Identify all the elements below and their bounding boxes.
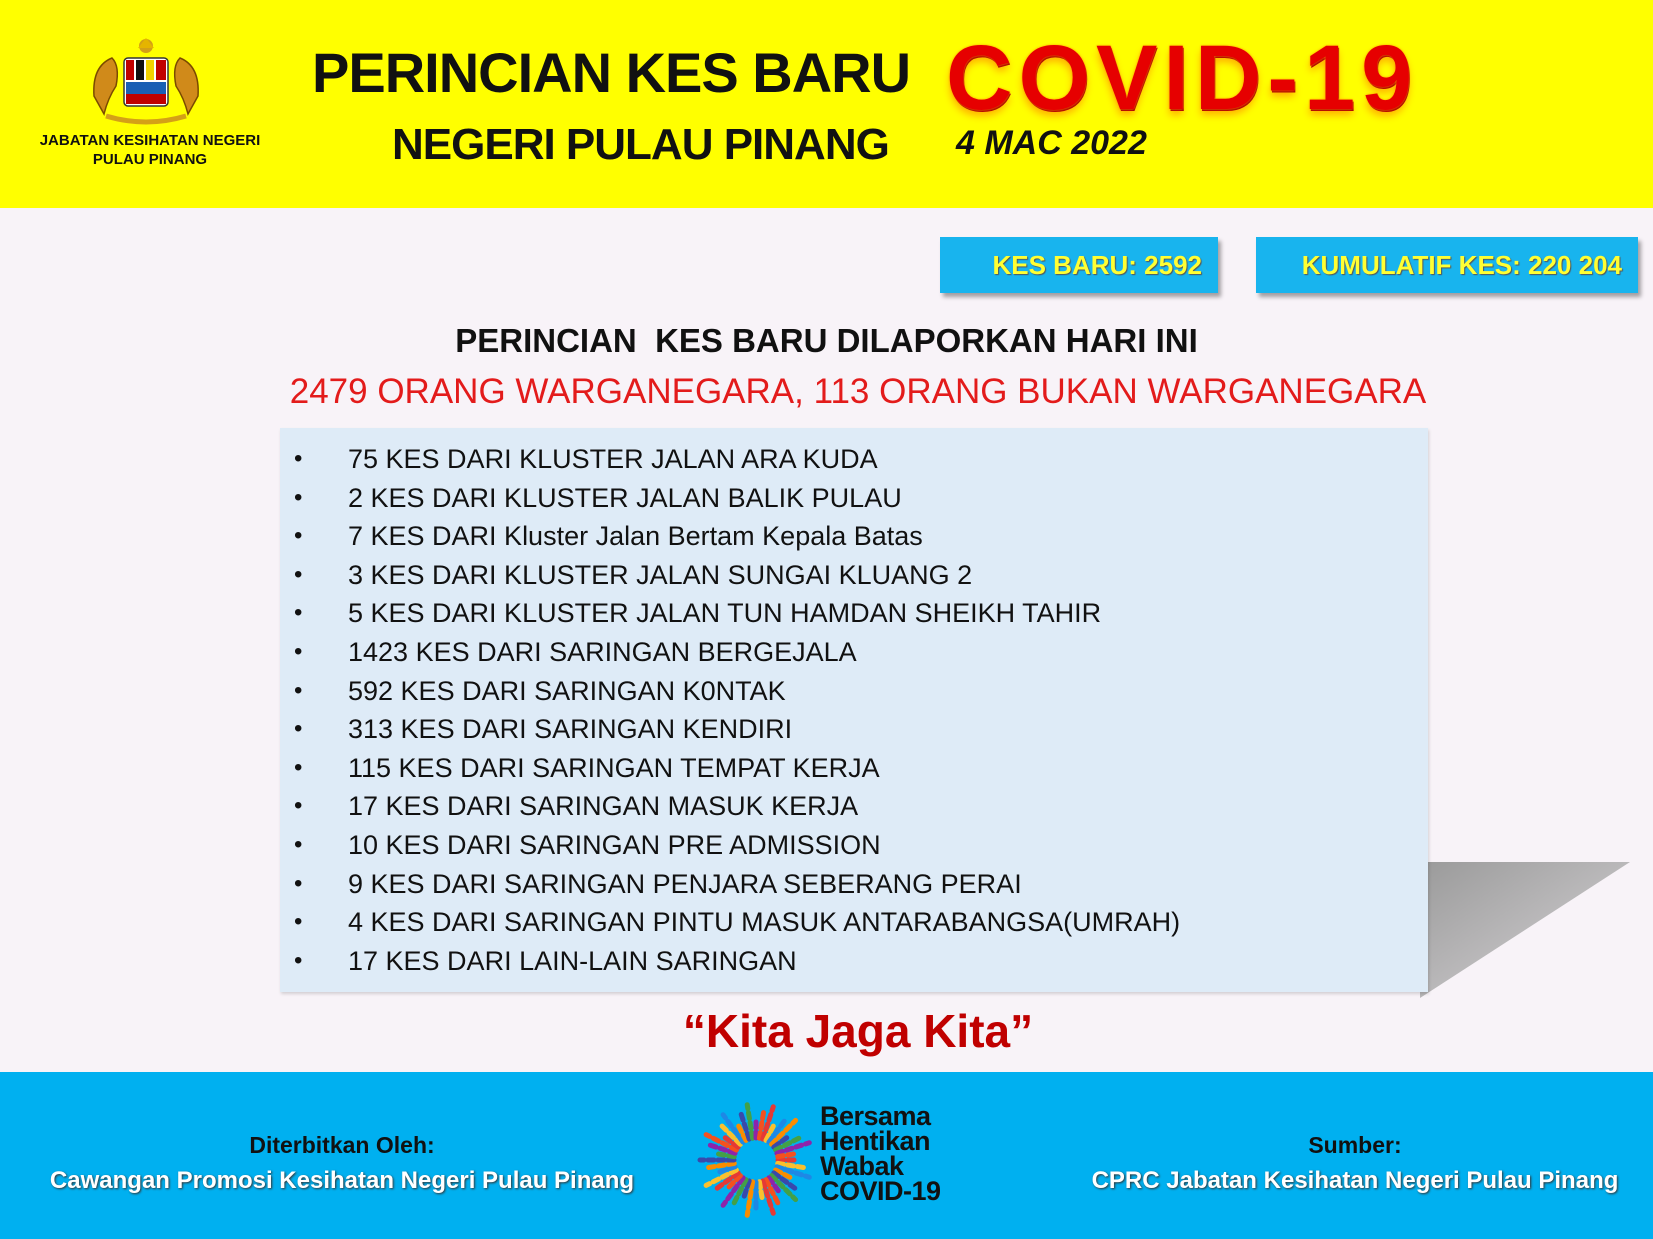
campaign-line-3: Wabak xyxy=(820,1151,904,1181)
list-item-text: 592 KES DARI SARINGAN K0NTAK xyxy=(348,675,786,706)
list-item xyxy=(280,633,1428,672)
list-item-text: 10 KES DARI SARINGAN PRE ADMISSION xyxy=(348,829,881,860)
list-item-text: 115 KES DARI SARINGAN TEMPAT KERJA xyxy=(348,752,880,783)
list-item xyxy=(280,942,1428,981)
covid-wordmark: COVID-19 xyxy=(946,27,1419,129)
campaign-text xyxy=(820,1101,941,1206)
title-line-1: PERINCIAN KES BARU xyxy=(312,41,911,104)
department-name xyxy=(20,131,280,169)
list-item-text: 4 KES DARI SARINGAN PINTU MASUK ANTARABANGSA(UMRAH) xyxy=(348,907,1181,938)
starburst-logo-icon xyxy=(694,1098,818,1222)
title-line-2: NEGERI PULAU PINANG xyxy=(392,120,889,169)
list-item-text: 17 KES DARI LAIN-LAIN SARINGAN xyxy=(348,945,797,976)
new-cases-badge: KES BARU: 2592 xyxy=(940,237,1218,293)
bullet-icon: • xyxy=(294,599,303,627)
source-label: Sumber: xyxy=(1308,1132,1402,1158)
list-item-text: 5 KES DARI KLUSTER JALAN TUN HAMDAN SHEIKH TAHIR xyxy=(348,598,1102,629)
report-date: 4 MAC 2022 xyxy=(956,124,1147,162)
list-item xyxy=(280,710,1428,749)
bullet-icon: • xyxy=(294,445,303,472)
bullet-icon: • xyxy=(294,946,303,974)
citizenship-breakdown: 2479 ORANG WARGANEGARA, 113 ORANG BUKAN WARGANEGARA xyxy=(289,372,1427,411)
list-item-text: 2 KES DARI KLUSTER JALAN BALIK PULAU xyxy=(348,482,902,513)
bullet-icon: • xyxy=(294,792,303,820)
list-item-text: 9 KES DARI SARINGAN PENJARA SEBERANG PERAI xyxy=(348,868,1022,899)
list-item xyxy=(280,826,1428,865)
source-value: CPRC Jabatan Kesihatan Negeri Pulau Pinang xyxy=(1091,1167,1619,1194)
bullet-icon: • xyxy=(294,830,303,858)
list-item-text: 313 KES DARI SARINGAN KENDIRI xyxy=(348,714,793,745)
list-item-text: 17 KES DARI SARINGAN MASUK KERJA xyxy=(348,791,859,822)
bullet-icon: • xyxy=(294,869,303,897)
list-item xyxy=(280,556,1428,595)
campaign-line-4: COVID-19 xyxy=(820,1176,941,1206)
list-item xyxy=(280,440,1428,479)
cumulative-cases-badge: KUMULATIF KES: 220 204 xyxy=(1256,237,1638,293)
list-item xyxy=(280,787,1428,826)
published-label: Diterbitkan Oleh: xyxy=(249,1132,435,1158)
campaign-line-2: Hentikan xyxy=(820,1126,931,1156)
coat-of-arms-icon xyxy=(86,36,206,126)
published-by: Cawangan Promosi Kesihatan Negeri Pulau Pinang xyxy=(49,1167,635,1194)
footer-banner xyxy=(0,1072,1653,1239)
bullet-icon: • xyxy=(294,715,303,743)
bullet-icon: • xyxy=(294,522,303,550)
department-line-1: JABATAN KESIHATAN NEGERI xyxy=(39,132,261,149)
list-item-text: 75 KES DARI KLUSTER JALAN ARA KUDA xyxy=(348,444,878,474)
details-heading: PERINCIAN KES BARU DILAPORKAN HARI INI xyxy=(455,322,1198,359)
case-details-panel xyxy=(280,428,1428,992)
slogan: “Kita Jaga Kita” xyxy=(682,1005,1034,1057)
department-line-2: PULAU PINANG xyxy=(92,151,208,168)
bullet-icon: • xyxy=(294,560,303,588)
header-banner xyxy=(0,0,1653,208)
panel-shadow xyxy=(1420,858,1630,998)
list-item xyxy=(280,672,1428,711)
list-item xyxy=(280,865,1428,904)
bullet-icon: • xyxy=(294,753,303,781)
list-item xyxy=(280,749,1428,788)
list-item xyxy=(280,517,1428,556)
bullet-icon: • xyxy=(294,483,303,511)
bullet-icon: • xyxy=(294,676,303,704)
list-item-text: 1423 KES DARI SARINGAN BERGEJALA xyxy=(348,636,857,667)
list-item xyxy=(280,594,1428,633)
bullet-icon: • xyxy=(294,637,303,665)
list-item xyxy=(280,903,1428,942)
list-item-text: 3 KES DARI KLUSTER JALAN SUNGAI KLUANG 2 xyxy=(348,559,973,590)
list-item xyxy=(280,479,1428,518)
list-item-text: 7 KES DARI Kluster Jalan Bertam Kepala Batas xyxy=(348,521,923,552)
campaign-line-1: Bersama xyxy=(820,1101,931,1131)
case-list xyxy=(280,440,1428,980)
bullet-icon: • xyxy=(294,908,303,936)
